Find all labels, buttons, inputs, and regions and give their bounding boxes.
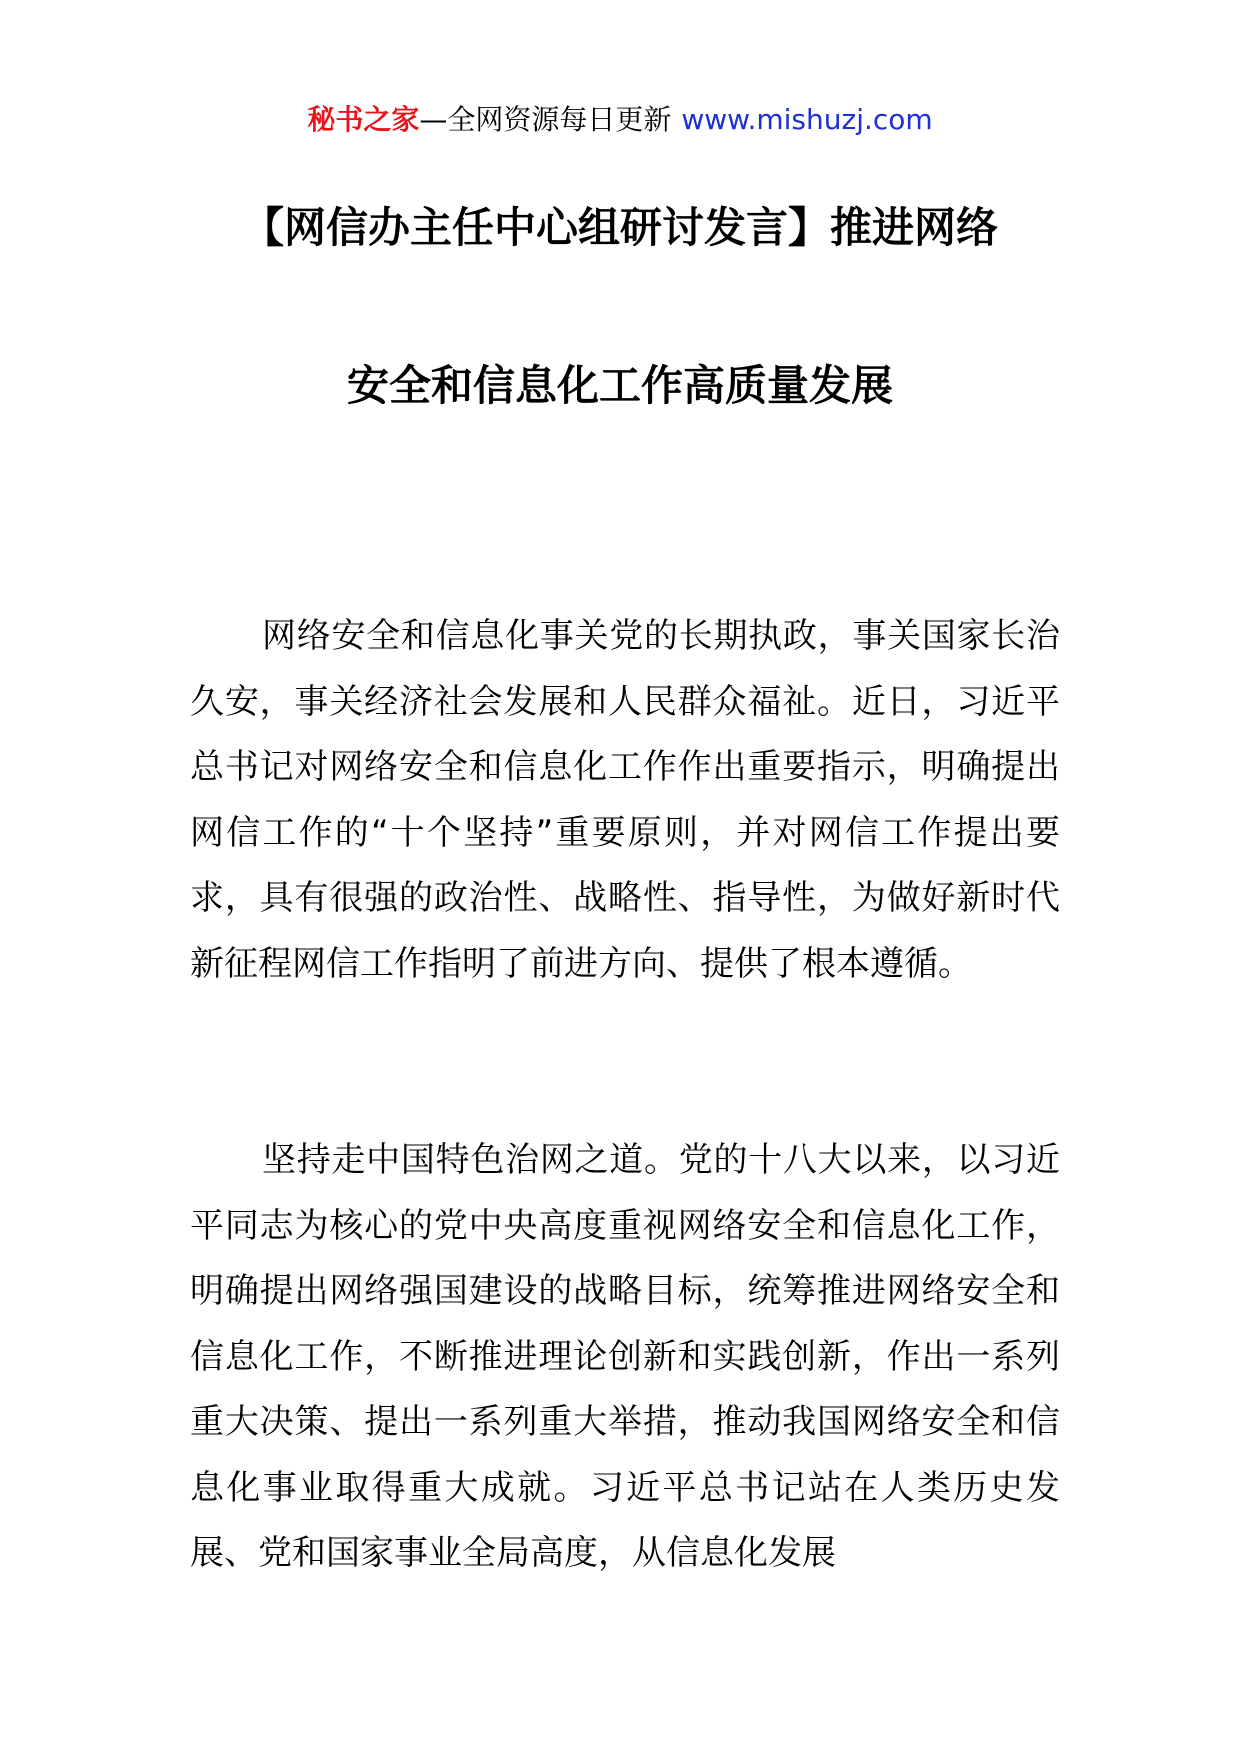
header-tagline: —全网资源每日更新: [419, 103, 672, 136]
site-header: [0, 100, 1240, 140]
body-paragraph-2: 坚持走中国特色治网之道。党的十八大以来，以习近平同志为核心的党中央高度重视网络安全和信息化工作，明确提出网络强国建设的战略目标，统筹推进网络安全和信息化工作，不断推进理论创新和实践创新，作出一系列重大决策、提出一系列重大举措，推动我国网络安全和信息化事业取得重大成就。习近平总书记站在人类历史发展、党和国家事业全局高度，从信息化发展: [190, 1140, 1060, 1573]
document-title-line-2: 安全和信息化工作高质量发展: [346, 361, 893, 410]
site-url-link[interactable]: www.mishuzj.com: [681, 103, 933, 136]
document-title-line-1: 【网信办主任中心组研讨发言】推进网络: [241, 203, 998, 252]
body-paragraph-1: 网络安全和信息化事关党的长期执政，事关国家长治久安，事关经济社会发展和人民群众福祉。近日，习近平总书记对网络安全和信息化工作作出重要指示，明确提出网信工作的“十个坚持”重要原则，并对网信工作提出要求，具有很强的政治性、战略性、指导性，为做好新时代新征程网信工作指明了前进方向、提供了根本遵循。: [190, 616, 1060, 984]
brand-name: 秘书之家: [307, 103, 420, 136]
